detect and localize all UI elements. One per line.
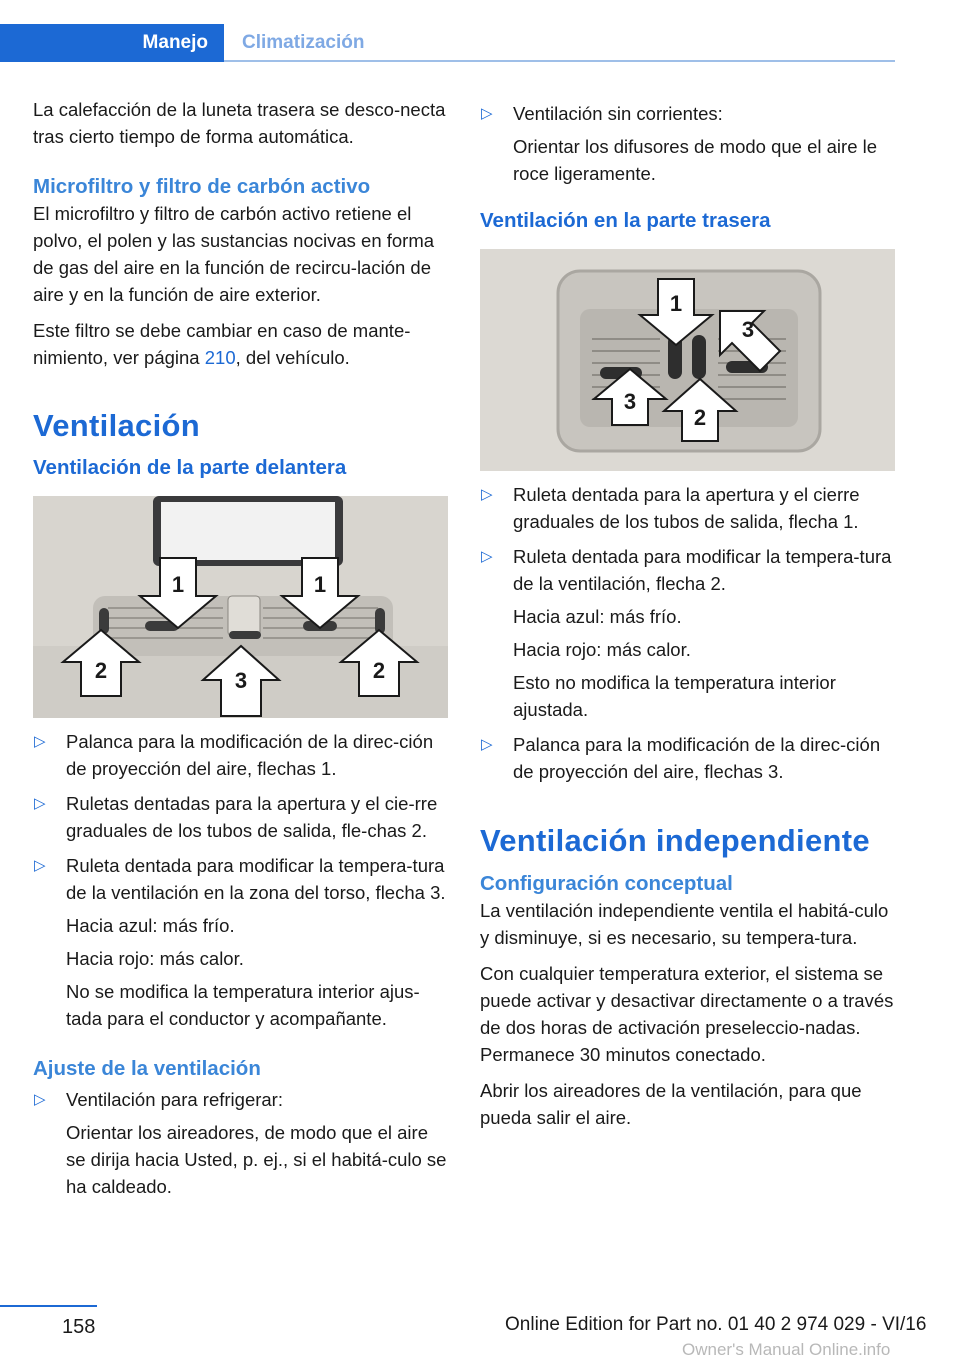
microfilter-paragraph-2 [33, 317, 451, 371]
rear-label-1: 1 [669, 291, 683, 316]
chapter-tab[interactable]: Climatización [242, 32, 365, 53]
front-item-list [33, 728, 451, 1032]
rear-label-3-right: 3 [741, 317, 755, 342]
front-item-3-text: Ruleta dentada para modificar la tempera-tura de la ventilación en la zona del torso, flecha 3. [66, 855, 446, 903]
microfilter-heading: Microfiltro y filtro de carbón activo [33, 175, 371, 198]
adjust-item-text: Ventilación para refrigerar: [66, 1089, 283, 1110]
microfilter-p2-text: Este filtro se debe cambiar en caso de mante-nimiento, ver página [33, 320, 411, 368]
rear-blue-text: Hacia azul: más frío. [513, 606, 682, 627]
bullet-triangle-icon: ▷ [481, 736, 493, 753]
front-ventilation-heading: Ventilación de la parte delantera [33, 456, 347, 479]
bullet-triangle-icon: ▷ [481, 105, 493, 122]
front-label-2-right: 2 [372, 658, 386, 683]
left-column [33, 96, 451, 1208]
front-wheel-center [229, 631, 261, 639]
concept-heading: Configuración conceptual [480, 872, 733, 895]
footer-edition: Online Edition for Part no. 01 40 2 974 029 - VI/16 [505, 1314, 927, 1335]
page-link[interactable]: 210 [204, 347, 236, 368]
section-tab[interactable]: Manejo [0, 24, 224, 62]
rear-red-text: Hacia rojo: más calor. [513, 639, 691, 660]
rear-ventilation-heading: Ventilación en la parte trasera [480, 209, 771, 232]
front-label-3: 3 [234, 668, 248, 693]
list-item [480, 543, 898, 723]
front-note-text: No se modifica la temperatura interior ajus-tada para el conductor y acompañante. [66, 981, 420, 1029]
adjust-item-sub: Orientar los aireadores, de modo que el aire se dirija hacia Usted, p. ej., si el habitá-culo se ha caldeado. [66, 1122, 447, 1197]
front-item-1-text: Palanca para la modificación de la direc-ción de proyección del aire, flechas 1. [66, 731, 434, 779]
right-column [480, 100, 898, 1140]
rear-label-2: 2 [693, 405, 707, 430]
rear-item-1-text: Ruleta dentada para la apertura y el cierre graduales de los tubos de salida, flecha 1. [513, 484, 860, 532]
rear-item-3-text: Palanca para la modificación de la direc-ción de proyección del aire, flechas 3. [513, 734, 881, 782]
bullet-triangle-icon: ▷ [481, 548, 493, 565]
concept-paragraph-2: Con cualquier temperatura exterior, el sistema se puede activar y desactivar directamente o a través de dos horas de activación preseleccio-nadas. Permanece 30 minutos conectado. [480, 963, 894, 1065]
watermark: Owner's Manual Online.info [682, 1340, 891, 1359]
bullet-triangle-icon: ▷ [34, 857, 46, 874]
list-item [33, 728, 451, 782]
adjust-heading: Ajuste de la ventilación [33, 1057, 261, 1080]
list-item [33, 790, 451, 844]
list-item [480, 481, 898, 535]
list-item [480, 100, 898, 187]
intro-paragraph: La calefacción de la luneta trasera se desco-necta tras cierto tiempo de forma automática. [33, 99, 446, 147]
bullet-triangle-icon: ▷ [34, 733, 46, 750]
rear-item-list [480, 481, 898, 785]
front-label-1-right: 1 [313, 572, 327, 597]
rear-note-text: Esto no modifica la temperatura interior ajustada. [513, 672, 836, 720]
header-rule [224, 60, 895, 62]
adjust-item-list [33, 1086, 451, 1200]
concept-paragraph-3: Abrir los aireadores de la ventilación, para que pueda salir el aire. [480, 1080, 862, 1128]
bullet-triangle-icon: ▷ [34, 1091, 46, 1108]
independent-ventilation-heading: Ventilación independiente [480, 823, 870, 858]
front-label-1-left: 1 [171, 572, 185, 597]
list-item [33, 1086, 451, 1200]
footer-rule [0, 1305, 97, 1307]
page-number: 158 [62, 1316, 96, 1338]
front-center-switch [228, 596, 260, 636]
list-item [480, 731, 898, 785]
draft-item-list [480, 100, 898, 187]
rear-item-2-text: Ruleta dentada para modificar la tempera-tura de la ventilación, flecha 2. [513, 546, 892, 594]
rear-label-3-left: 3 [623, 389, 637, 414]
front-vent-figure [33, 496, 448, 718]
draft-item-text: Ventilación sin corrientes: [513, 103, 723, 124]
draft-item-sub: Orientar los difusores de modo que el aire le roce ligeramente. [513, 136, 878, 184]
rear-vent-figure [480, 249, 895, 471]
microfilter-paragraph-1: El microfiltro y filtro de carbón activo retiene el polvo, el polen y las sustancias nocivas en forma de gas del aire en la función de recircu-lación de aire y en la función de aire exterior. [33, 203, 435, 305]
front-item-2-text: Ruletas dentadas para la apertura y el cie-rre graduales de los tubos de salida, fle-chas 2. [66, 793, 438, 841]
front-screen-display [161, 502, 335, 560]
bullet-triangle-icon: ▷ [34, 795, 46, 812]
front-blue-text: Hacia azul: más frío. [66, 915, 235, 936]
ventilation-heading: Ventilación [33, 408, 200, 443]
bullet-triangle-icon: ▷ [481, 486, 493, 503]
front-red-text: Hacia rojo: más calor. [66, 948, 244, 969]
rear-wheel-right [692, 335, 706, 379]
front-label-2-left: 2 [94, 658, 108, 683]
list-item [33, 852, 451, 1032]
microfilter-p2-end: , del vehículo. [235, 347, 350, 368]
concept-paragraph-1: La ventilación independiente ventila el habitá-culo y disminuye, si es necesario, su tempera-tura. [480, 900, 889, 948]
